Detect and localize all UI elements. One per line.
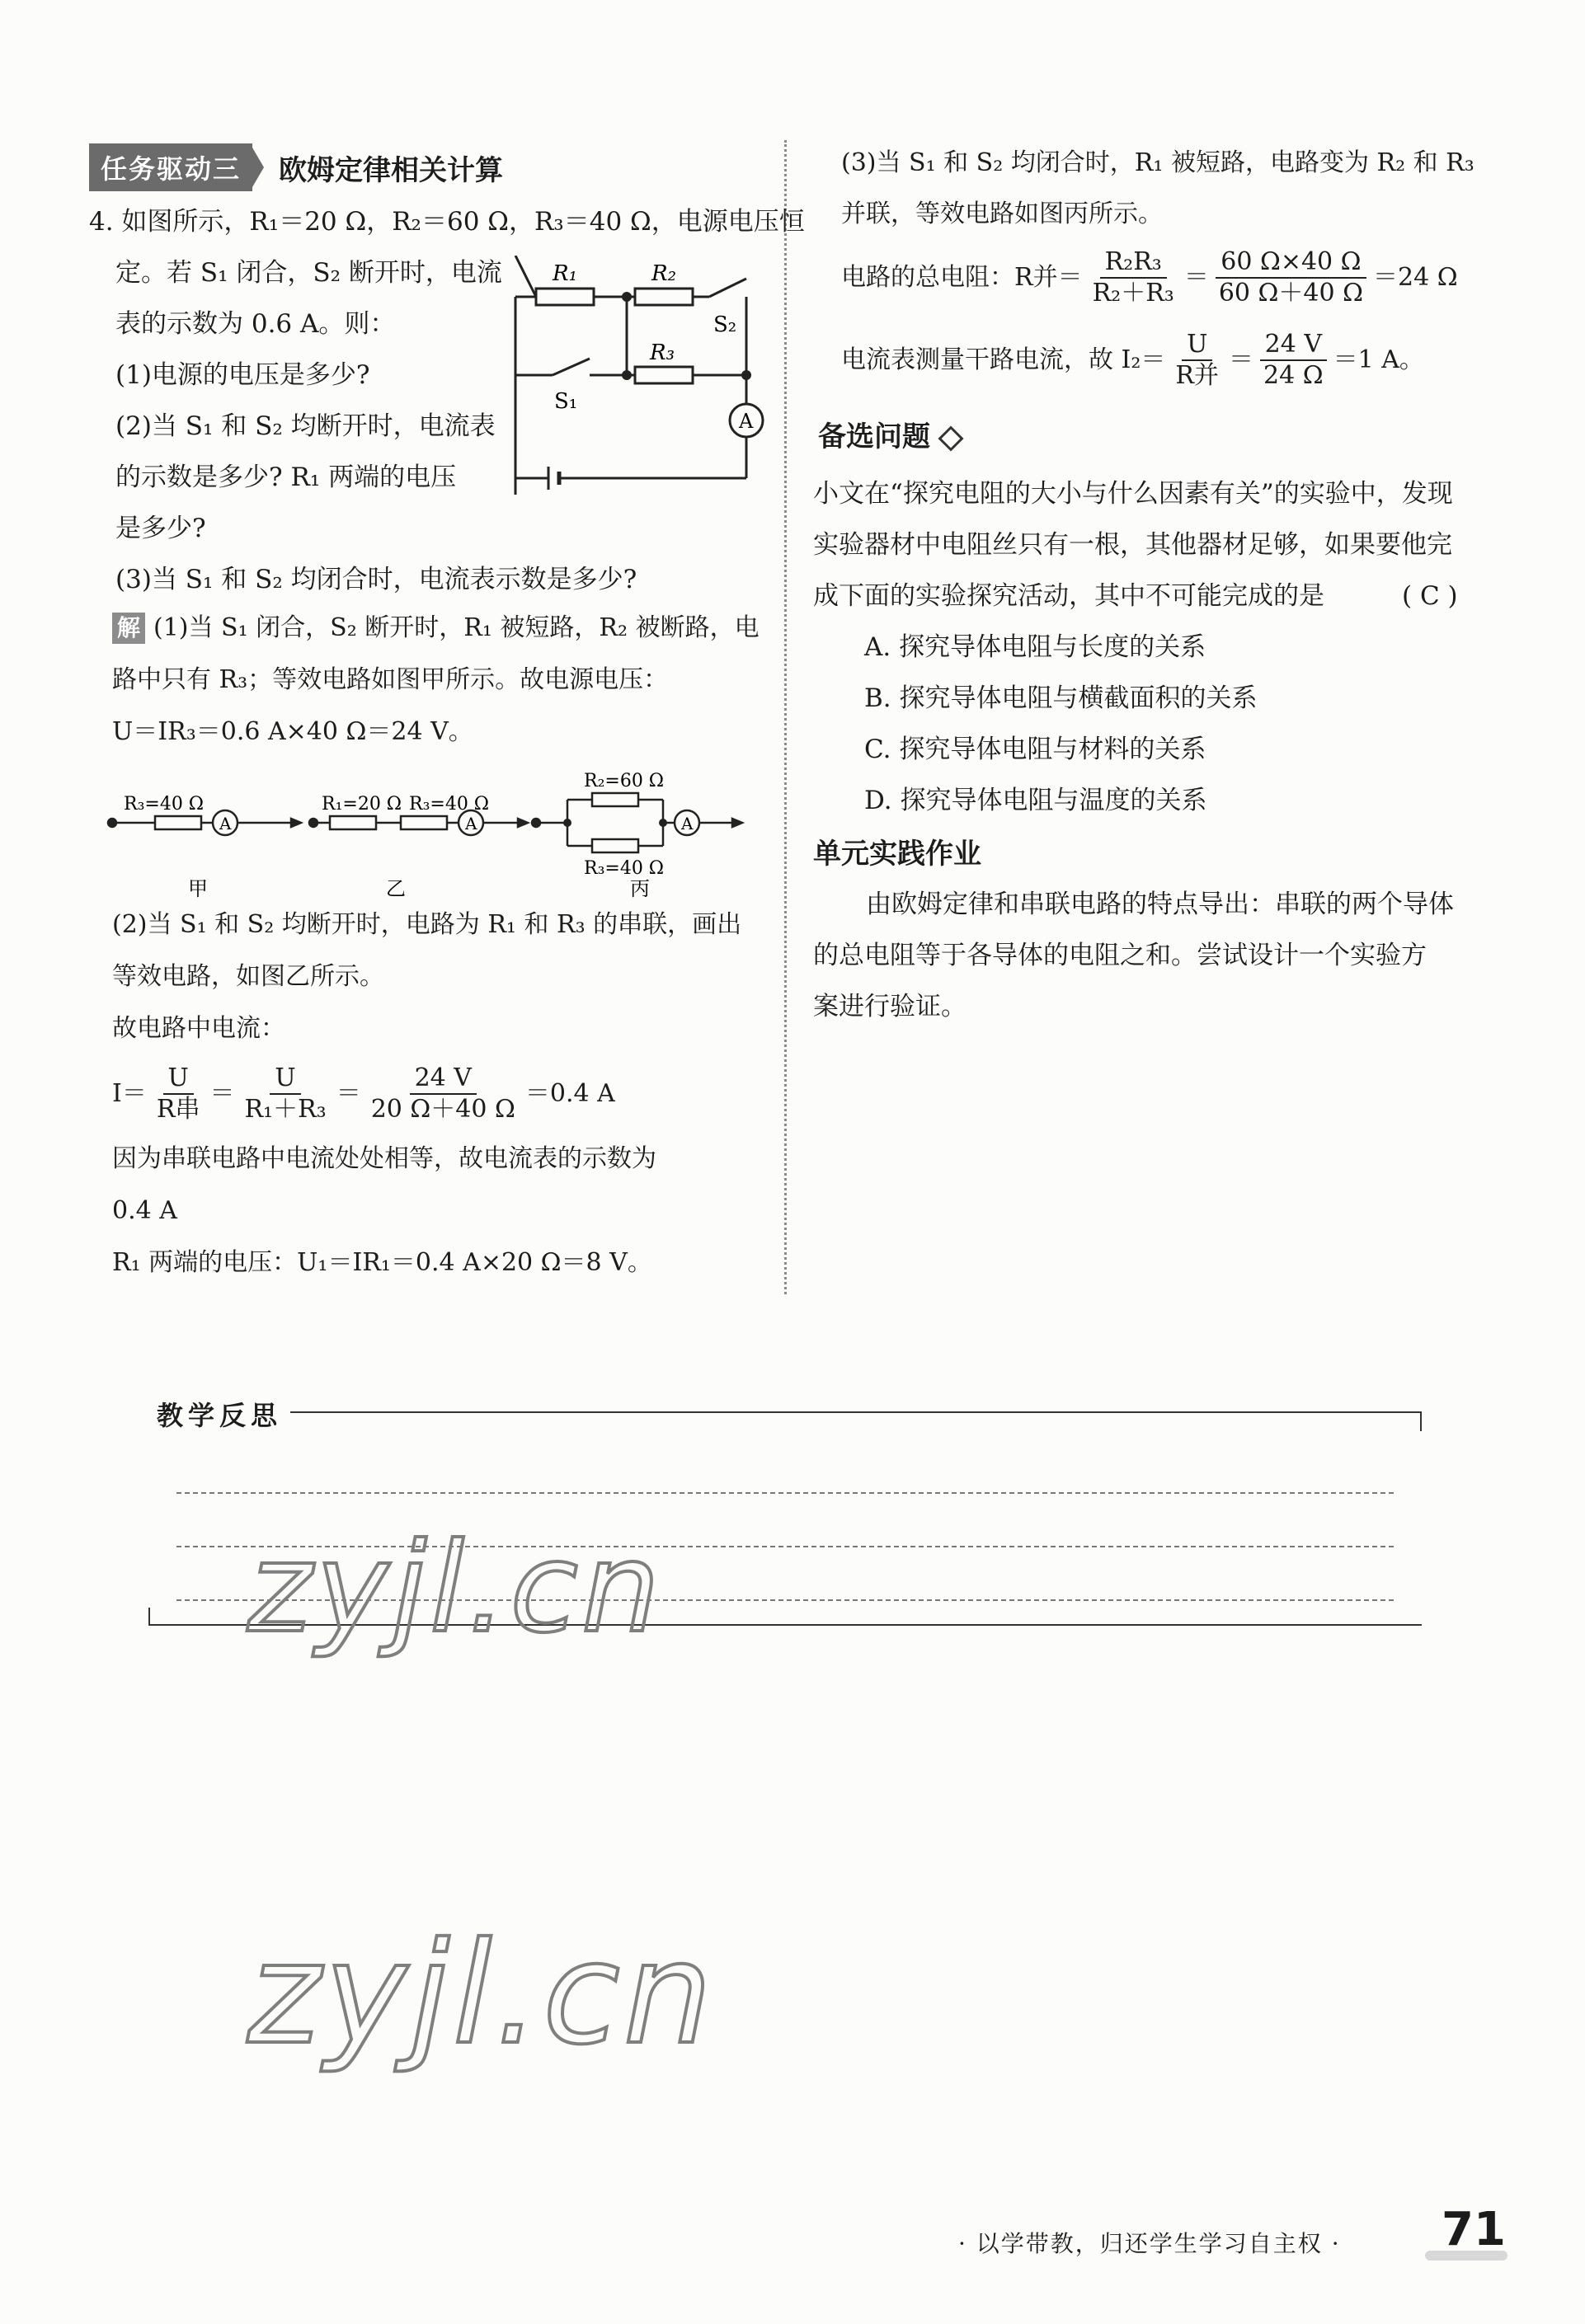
- label-r2: R₂: [651, 261, 676, 286]
- diamond-icon: [938, 425, 963, 451]
- total-f1-den: R₂＋R₃: [1092, 279, 1174, 308]
- total-f2-den: 60 Ω＋40 Ω: [1218, 279, 1363, 308]
- task-header: [89, 143, 503, 191]
- label-s2: S₂: [713, 312, 737, 337]
- caption-yi: 乙: [386, 877, 406, 899]
- eq-f1-den: R串: [156, 1095, 200, 1124]
- solution-part2-line4: 因为串联电路中电流处处相等，故电流表的示数为: [112, 1144, 656, 1173]
- total-resistance-equation: 电路的总电阻：R并＝ $\frac{\text{R₂R₃}}{\text{R₂＋R₃}}$ ＝ $\frac{60 \Omega\times 40 \Omega}{60 \Omega+40 \Omega}$ ＝24 Ω: [841, 247, 1458, 308]
- current-fraction-1: [1170, 330, 1224, 391]
- task-tag: 任务驱动三: [89, 143, 252, 191]
- eq-fraction-2: [239, 1063, 331, 1124]
- task-tag-arrow: [252, 148, 264, 187]
- trunk-current-equation: 电流表测量干路电流，故 I₂＝ $\frac{U}{\text{R并}}$ ＝ $\frac{24 V}{24 \Omega}$ ＝1 A。: [841, 330, 1424, 390]
- total-f1-num: R₂R₃: [1100, 247, 1167, 279]
- current-f2-num: 24 V: [1260, 330, 1327, 361]
- option-c: C. 探究导体电阻与材料的关系: [864, 735, 1206, 764]
- solution-part1-line3: U＝IR₃＝0.6 A×40 Ω＝24 V。: [112, 717, 473, 746]
- solution-part1-line2: 路中只有 R₃；等效电路如图甲所示。故电源电压：: [112, 665, 669, 694]
- eq-lhs: I＝: [112, 1078, 147, 1108]
- yi-r1-label: R₁=20 Ω: [322, 794, 402, 815]
- caption-jia: 甲: [188, 877, 208, 899]
- option-a: A. 探究导体电阻与长度的关系: [864, 632, 1206, 662]
- equivalent-circuits: [106, 767, 757, 899]
- q4-stem-line3: 表的示数为 0.6 A。则：: [115, 309, 396, 339]
- reflection-dashed-line-1: [176, 1492, 1394, 1494]
- alt-question-line3: 成下面的实验探究活动，其中不可能完成的是: [813, 581, 1324, 611]
- watermark-2: zyjl.cn: [247, 1913, 716, 2076]
- task-title: 欧姆定律相关计算: [279, 153, 504, 187]
- q4-part1: (1)电源的电压是多少?: [115, 360, 370, 390]
- q4-stem-line2: 定。若 S₁ 闭合，S₂ 断开时，电流: [115, 258, 502, 288]
- watermark-1: zyjl.cn: [247, 1517, 664, 1660]
- page-number: 71: [1442, 2203, 1506, 2256]
- resistor-r3: [635, 367, 693, 383]
- current-prefix: 电流表测量干路电流，故 I₂＝: [841, 345, 1166, 374]
- eq-fraction-1: [152, 1063, 205, 1124]
- bing-r2-label: R₂=60 Ω: [584, 771, 665, 791]
- q4-part2-line2: 的示数是多少? R₁ 两端的电压: [115, 462, 457, 492]
- eq-f2-num: U: [270, 1063, 300, 1095]
- eq-fraction-3: [366, 1063, 520, 1124]
- solution-part1-line1-text: (1)当 S₁ 闭合，S₂ 断开时，R₁ 被短路，R₂ 被断路，电: [153, 613, 760, 642]
- jia-ammeter-label: A: [219, 814, 232, 833]
- eq-f1-num: U: [163, 1063, 194, 1095]
- eq-f3-num: 24 V: [410, 1063, 477, 1095]
- reflection-top-rule: [290, 1411, 1422, 1413]
- homework-heading: 单元实践作业: [813, 838, 981, 871]
- homework-line2: 的总电阻等于各导体的电阻之和。尝试设计一个实验方: [813, 941, 1427, 970]
- eq-f3-den: 20 Ω＋40 Ω: [370, 1095, 515, 1124]
- alt-question-answer: ( C ): [1402, 581, 1458, 611]
- current-f2-den: 24 Ω: [1263, 361, 1324, 390]
- total-fraction-2: [1214, 247, 1368, 308]
- solution-part3-line1: (3)当 S₁ 和 S₂ 均闭合时，R₁ 被短路，电路变为 R₂ 和 R₃: [841, 148, 1474, 177]
- q4-part3: (3)当 S₁ 和 S₂ 均闭合时，电流表示数是多少?: [115, 565, 637, 594]
- reflection-right-tick: [1420, 1411, 1422, 1431]
- q4-part2-line3: 是多少?: [115, 514, 206, 543]
- resistor-r2: [635, 289, 693, 305]
- q4-stem-line1: 4. 如图所示，R₁＝20 Ω，R₂＝60 Ω，R₃＝40 Ω，电源电压恒: [89, 207, 805, 237]
- solution-part2-line3: 故电路中电流：: [112, 1014, 285, 1043]
- current-fraction-2: [1258, 330, 1329, 391]
- label-ammeter: A: [739, 410, 754, 433]
- solution-label: 解: [112, 613, 145, 644]
- option-b: B. 探究导体电阻与横截面积的关系: [864, 683, 1258, 713]
- switch-s1: [553, 359, 590, 375]
- q4-part2-line1: (2)当 S₁ 和 S₂ 均断开时，电流表: [115, 411, 496, 441]
- eq-result: ＝0.4 A: [524, 1078, 615, 1108]
- bing-r3-label: R₃=40 Ω: [584, 858, 665, 879]
- total-f2-num: 60 Ω×40 Ω: [1216, 247, 1366, 279]
- solution-part2-line2: 等效电路，如图乙所示。: [112, 962, 384, 991]
- resistor-r1: [536, 289, 594, 305]
- alt-question-line1: 小文在“探究电阻的大小与什么因素有关”的实验中，发现: [813, 479, 1453, 509]
- solution-part2-line5: 0.4 A: [112, 1196, 177, 1225]
- solution-part3-line2: 并联，等效电路如图丙所示。: [841, 200, 1163, 228]
- total-prefix: 电路的总电阻：R并＝: [841, 262, 1083, 292]
- column-divider: [784, 140, 787, 1294]
- option-d: D. 探究导体电阻与温度的关系: [864, 786, 1207, 815]
- current-f1-num: U: [1182, 330, 1212, 361]
- eq-f2-den: R₁＋R₃: [244, 1095, 327, 1124]
- yi-r3-label: R₃=40 Ω: [409, 794, 490, 815]
- homework-line3: 案进行验证。: [813, 992, 967, 1021]
- alt-question-heading: [818, 414, 960, 454]
- alt-question-line2: 实验器材中电阻丝只有一根，其他器材足够，如果要他完: [813, 530, 1452, 560]
- solution-part2-line1: (2)当 S₁ 和 S₂ 均断开时，电路为 R₁ 和 R₃ 的串联，画出: [112, 910, 742, 939]
- bing-ammeter-label: A: [681, 814, 694, 833]
- caption-bing: 丙: [630, 877, 650, 899]
- reflection-title: 教学反思: [157, 1400, 283, 1431]
- circuit-diagram: [503, 256, 767, 495]
- footer-slogan: · 以学带教，归还学生学习自主权 ·: [958, 2230, 1341, 2257]
- label-r3: R₃: [650, 340, 675, 365]
- alt-question-heading-text: 备选问题: [818, 420, 930, 453]
- total-result: ＝24 Ω: [1373, 262, 1458, 292]
- current-result: ＝1 A。: [1333, 345, 1424, 374]
- reflection-left-tick: [148, 1608, 150, 1626]
- current-f1-den: R并: [1175, 361, 1220, 390]
- label-r1: R₁: [553, 261, 577, 286]
- label-s1: S₁: [554, 389, 578, 414]
- yi-ammeter-label: A: [465, 814, 477, 833]
- total-fraction-1: [1088, 247, 1179, 308]
- current-equation: I＝ $\frac{U}{\text{R串}}$ ＝ $\frac{U}{\text{R₁＋R₃}}$ ＝ $\frac{24 V}{20 \Omega+40 \Omega}$ ＝0.4 A: [112, 1063, 615, 1124]
- solution-part1-line1: [112, 612, 760, 646]
- jia-r3-label: R₃=40 Ω: [124, 794, 205, 815]
- switch-s2: [709, 279, 746, 297]
- homework-line1: 由欧姆定律和串联电路的特点导出：串联的两个导体: [866, 890, 1454, 919]
- solution-part2-line6: R₁ 两端的电压：U₁＝IR₁＝0.4 A×20 Ω＝8 V。: [112, 1248, 652, 1277]
